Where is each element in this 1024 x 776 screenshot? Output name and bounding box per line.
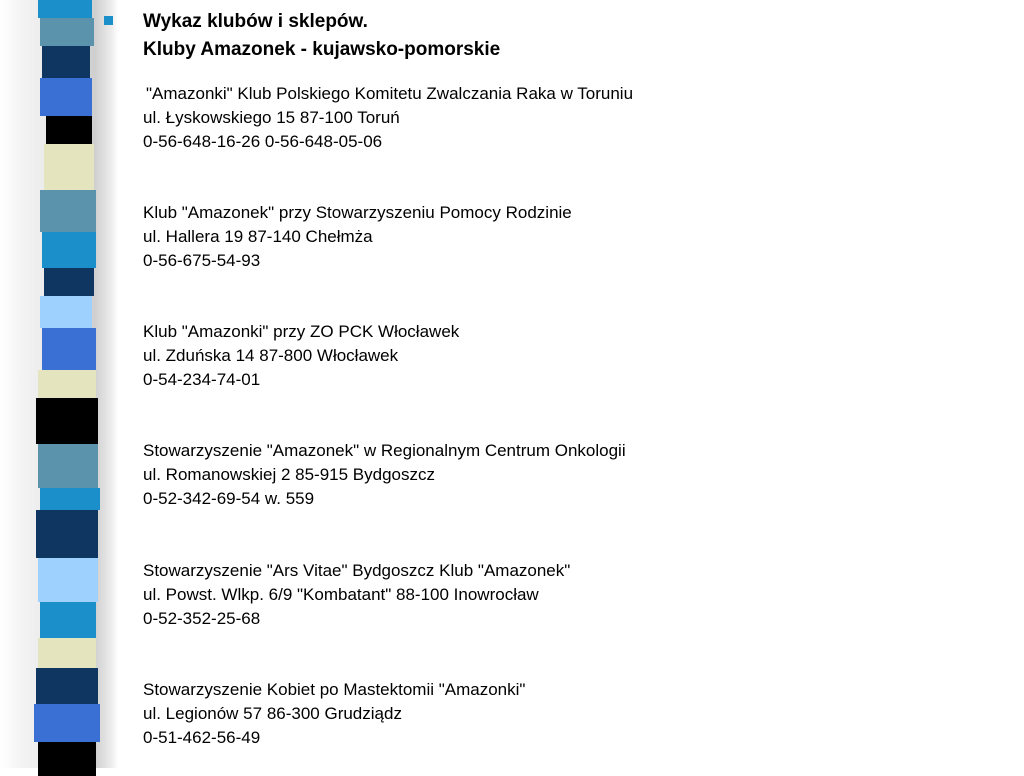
strip-segment [38, 638, 96, 668]
strip-segment [36, 510, 98, 558]
strip-segment [44, 144, 94, 190]
club-address: ul. Romanowskiej 2 85-915 Bydgoszcz [143, 465, 435, 484]
club-phone: 0-54-234-74-01 [143, 370, 261, 389]
strip-segment [40, 190, 96, 232]
club-address: ul. Legionów 57 86-300 Grudziądz [143, 704, 402, 723]
club-phone: 0-52-352-25-68 [143, 609, 261, 628]
decorative-color-strip [0, 0, 118, 768]
club-address: ul. Zduńska 14 87-800 Włocławek [143, 346, 399, 365]
club-entry [143, 320, 459, 392]
strip-segment [38, 0, 92, 18]
strip-segment [46, 116, 92, 144]
club-entry [143, 678, 525, 750]
strip-segment [42, 328, 96, 370]
club-entry [143, 439, 626, 511]
strip-segment [44, 268, 94, 296]
strip-segment [40, 18, 94, 46]
club-phone: 0-52-342-69-54 w. 559 [143, 489, 315, 508]
strip-segment [38, 742, 96, 776]
heading-line-1: Wykaz klubów i sklepów. [143, 11, 368, 32]
club-address: ul. Hallera 19 87-140 Chełmża [143, 227, 373, 246]
strip-segment [40, 296, 92, 328]
slide-heading [143, 8, 500, 64]
club-address: ul. Powst. Wlkp. 6/9 "Kombatant" 88-100 Inowrocław [143, 585, 539, 604]
heading-line-2: Kluby Amazonek - kujawsko-pomorskie [143, 39, 501, 60]
strip-segment [38, 558, 98, 602]
club-entry [143, 559, 570, 631]
strip-segment [36, 398, 98, 444]
club-name: Stowarzyszenie "Amazonek" w Regionalnym Centrum Onkologii [143, 441, 626, 460]
club-name: Klub "Amazonki" przy ZO PCK Włocławek [143, 322, 460, 341]
club-name: "Amazonki" Klub Polskiego Komitetu Zwalczania Raka w Toruniu [146, 84, 634, 103]
club-phone: 0-56-675-54-93 [143, 251, 261, 270]
club-entry [143, 201, 572, 273]
strip-segment [38, 370, 96, 398]
club-name: Stowarzyszenie Kobiet po Mastektomii "Amazonki" [143, 680, 526, 699]
club-address: ul. Łyskowskiego 15 87-100 Toruń [143, 108, 400, 127]
strip-segment [38, 444, 98, 488]
strip-segment [42, 232, 96, 268]
club-name: Klub "Amazonek" przy Stowarzyszeniu Pomocy Rodzinie [143, 203, 572, 222]
strip-segment [34, 704, 100, 742]
strip-segment [36, 668, 98, 704]
club-name: Stowarzyszenie "Ars Vitae" Bydgoszcz Klub "Amazonek" [143, 561, 571, 580]
club-phone: 0-51-462-56-49 [143, 728, 261, 747]
strip-segment [40, 78, 92, 116]
strip-segment [40, 602, 96, 638]
strip-segment [40, 488, 100, 510]
club-entry [143, 82, 634, 154]
strip-segment [42, 46, 90, 78]
club-phone: 0-56-648-16-26 0-56-648-05-06 [143, 132, 383, 151]
bullet-square-icon [104, 16, 113, 25]
